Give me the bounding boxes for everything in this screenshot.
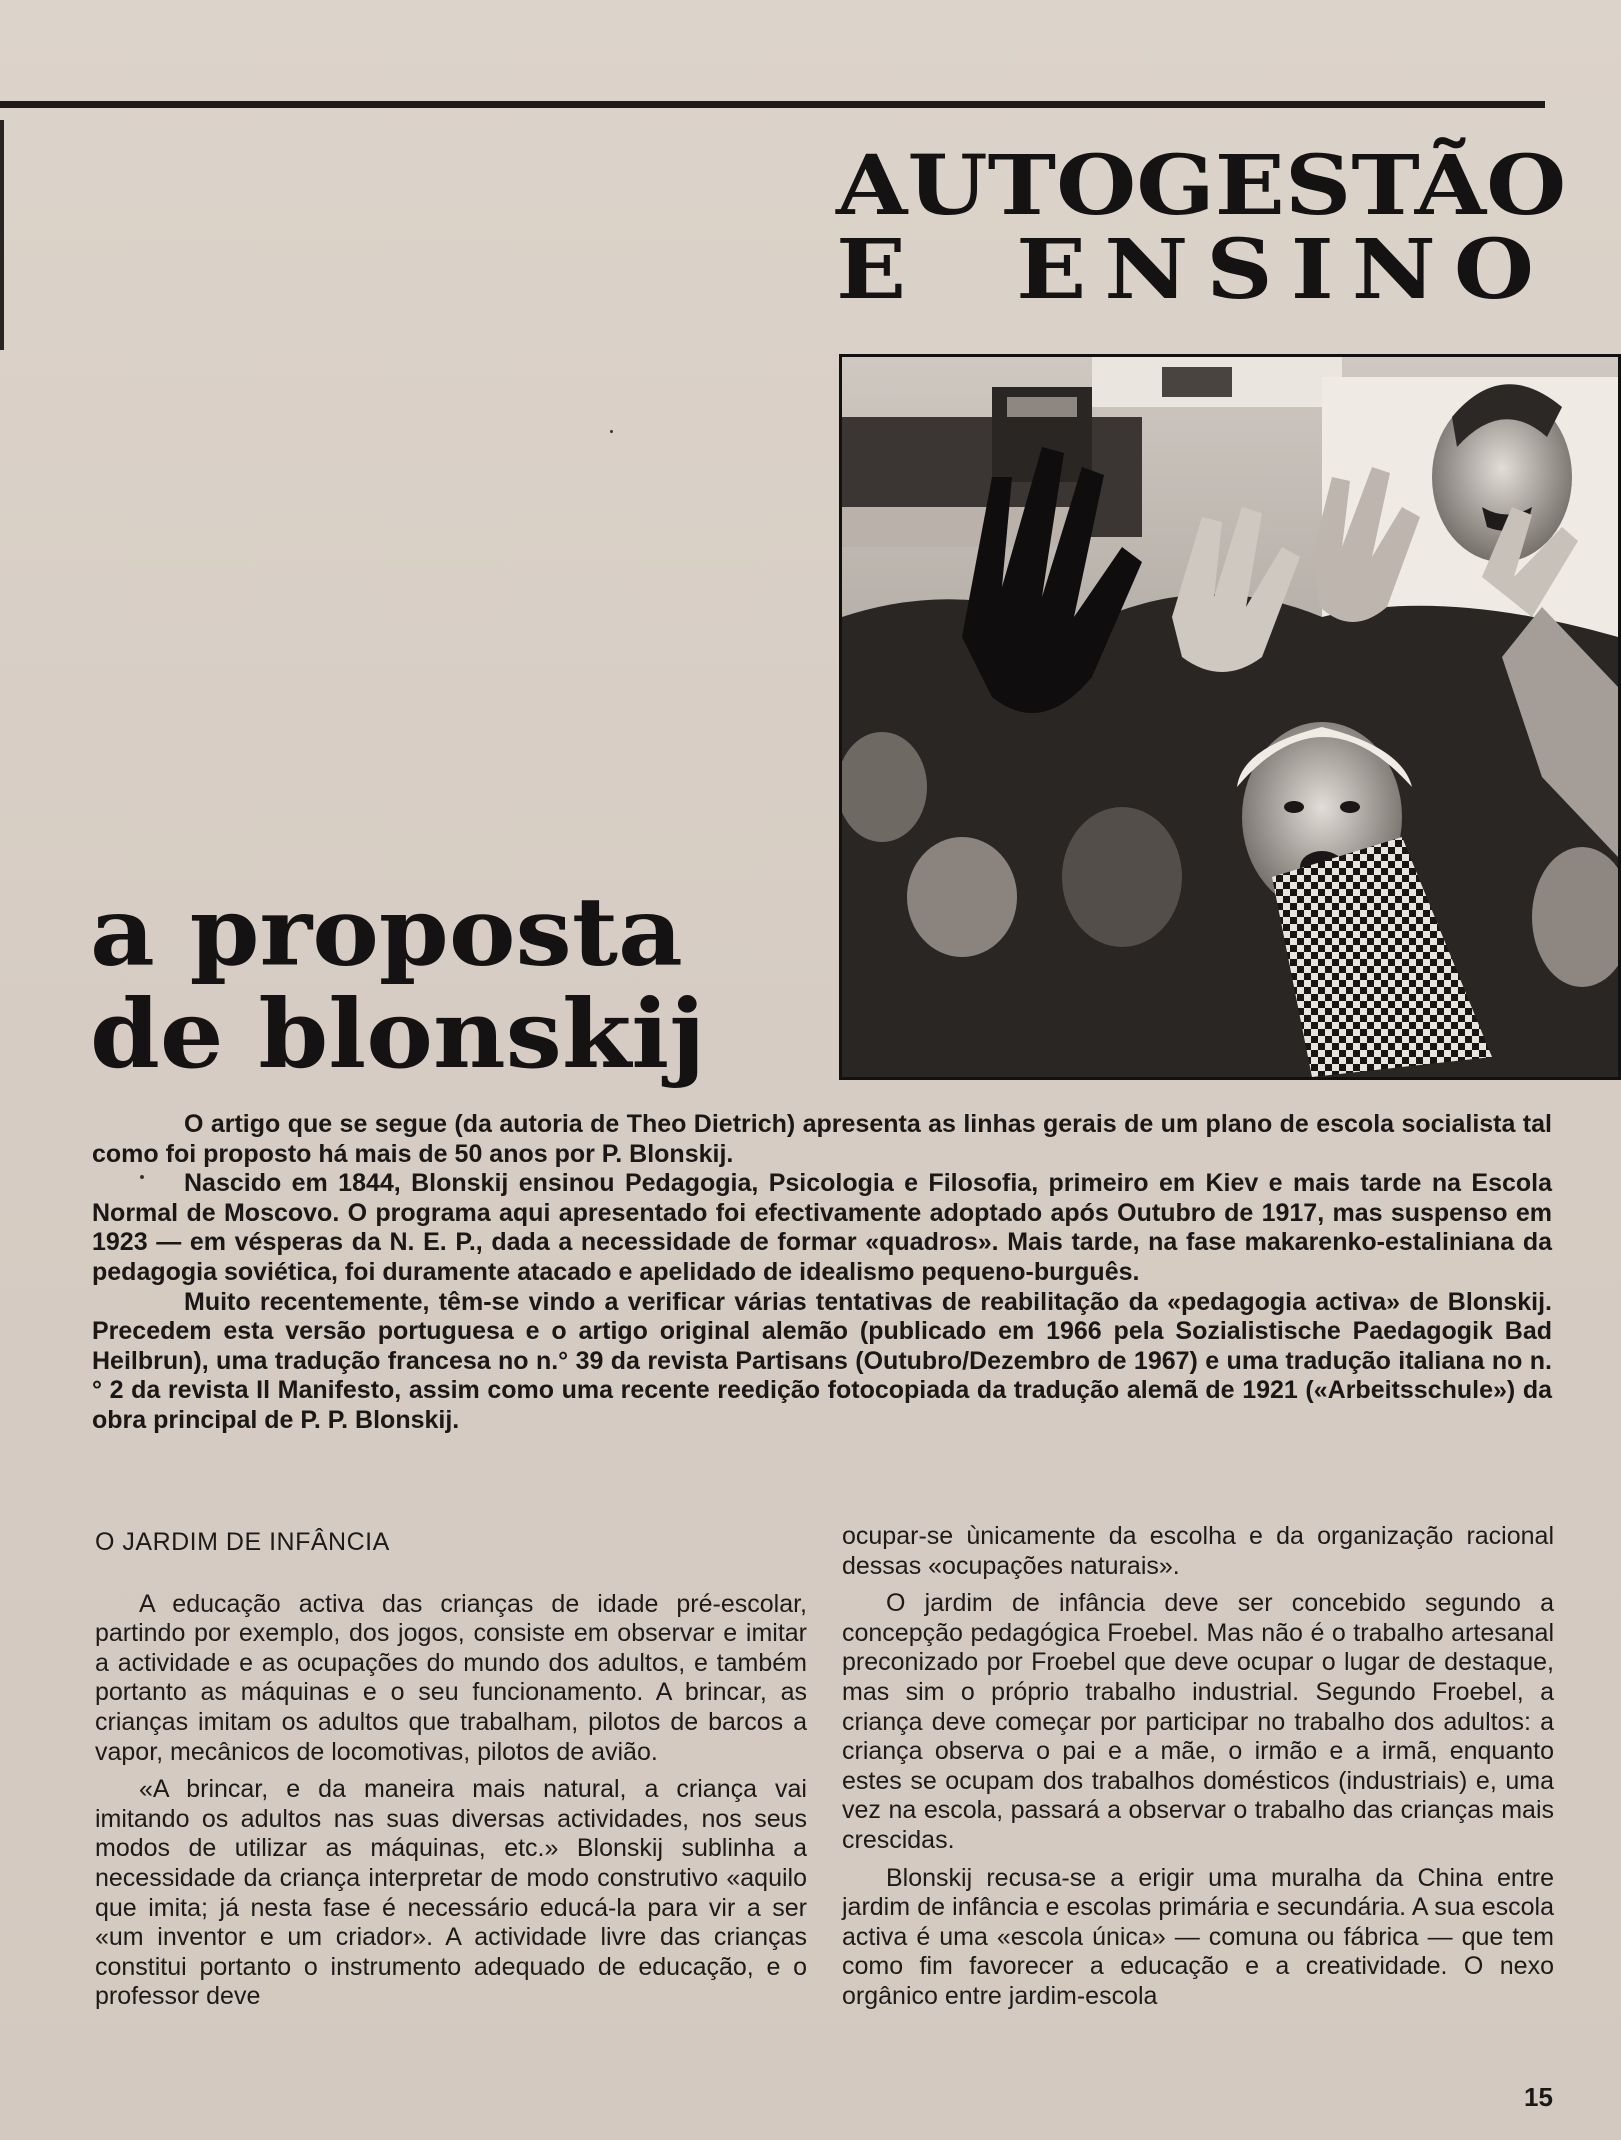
section-heading: O JARDIM DE INFÂNCIA: [95, 1528, 390, 1556]
article-subtitle: [90, 875, 730, 1090]
subtitle-line-1: a proposta: [90, 875, 683, 988]
crowd-photo: [839, 354, 1621, 1080]
body-paragraph: Blonskij recusa-se a erigir uma muralha da China entre jardim de infância e escolas primária e secundária. A sua escola activa é uma «escola única» — comuna ou fábrica — que tem como fim favorecer a educação e a creatividade. O nexo orgânico entre jardim-escola: [842, 1863, 1554, 2010]
left-column: [95, 1520, 807, 2020]
intro-paragraph: Muito recentemente, têm-se vindo a verificar várias tentativas de reabilitação da «pedagogia activa» de Blonskij. Precedem esta versão portuguesa e o artigo original alemão (publicado em 1966 pela Sozialistische Paedagogik Bad Heilbrun), uma tradução francesa no n.° 39 da revista Partisans (Outubro/Dezembro de 1967) e uma tradução italiana no n.° 2 da revista Il Manifesto, assim como uma recente reedição fotocopiada da tradução alemã de 1921 («Arbeitsschule») da obra principal de P. P. Blonskij.: [92, 1287, 1552, 1434]
body-paragraph: ocupar-se ùnicamente da escolha e da organização racional dessas «ocupações naturais».: [842, 1522, 1554, 1580]
intro-paragraph: O artigo que se segue (da autoria de Theo Dietrich) apresenta as linhas gerais de um plano de escola socialista tal como foi proposto há mais de 50 anos por P. Blonskij.: [92, 1110, 1552, 1168]
right-column: [842, 1522, 1554, 2020]
body-paragraph: O jardim de infância deve ser concebido segundo a concepção pedagógica Froebel. Mas não é o trabalho artesanal preconizado por Froebel que deve ocupar o lugar de destaque, mas sim o próprio trabalho industrial. Segundo Froebel, a criança deve começar por participar no trabalho dos adultos: a criança observa o pai e a mãe, o irmão e a irmã, enquanto estes se ocupam dos trabalhos domésticos (industriais) e, uma vez na escola, passará a observar o trabalho das crianças mais crescidas.: [842, 1589, 1554, 1854]
body-paragraph: A educação activa das crianças de idade pré-escolar, partindo por exemplo, dos jogos, consiste em observar e imitar a actividade e as ocupações do mundo dos adultos, e também portanto as máquinas e o seu funcionamento. A brincar, as crianças imitam os adultos que trabalham, pilotos de barcos a vapor, mecânicos de locomotivas, pilotos de avião.: [95, 1589, 807, 1766]
intro-block: [92, 1110, 1552, 1436]
body-paragraph: «A brincar, e da maneira mais natural, a criança vai imitando os adultos nas suas diversas actividades, nos seus modos de utilizar as máquinas, etc.» Blonskij sublinha a necessidade da criança interpretar de modo construtivo «aquilo que imita; já nesta fase é necessário educá-la para vir a ser «um inventor e um criador». A actividade livre das crianças constitui portanto o instrumento adequado de educação, e o professor deve: [95, 1775, 807, 2011]
headline-line-1: AUTOGESTÃO: [836, 136, 1567, 234]
top-rule: [0, 101, 1545, 108]
binding-edge: [0, 120, 4, 350]
page-number: 15: [1524, 2082, 1553, 2112]
intro-paragraph: Nascido em 1844, Blonskij ensinou Pedagogia, Psicologia e Filosofia, primeiro em Kiev e mais tarde na Escola Normal de Moscovo. O programa aqui apresentado foi efectivamente adoptado após Outubro de 1917, mas suspenso em 1923 — em vésperas da N. E. P., dada a necessidade de formar «quadros». Mais tarde, na fase makarenko-estaliniana da pedagogia soviética, foi duramente atacado e apelidado de idealismo pequeno-burguês.: [92, 1169, 1552, 1286]
crowd-photo-illustration: [842, 357, 1618, 1077]
headline-line-2: E ENSINO: [836, 220, 1552, 318]
paper-speck: [610, 430, 613, 433]
paper-speck: [140, 1175, 144, 1179]
subtitle-line-2: de blonskij: [90, 977, 706, 1090]
